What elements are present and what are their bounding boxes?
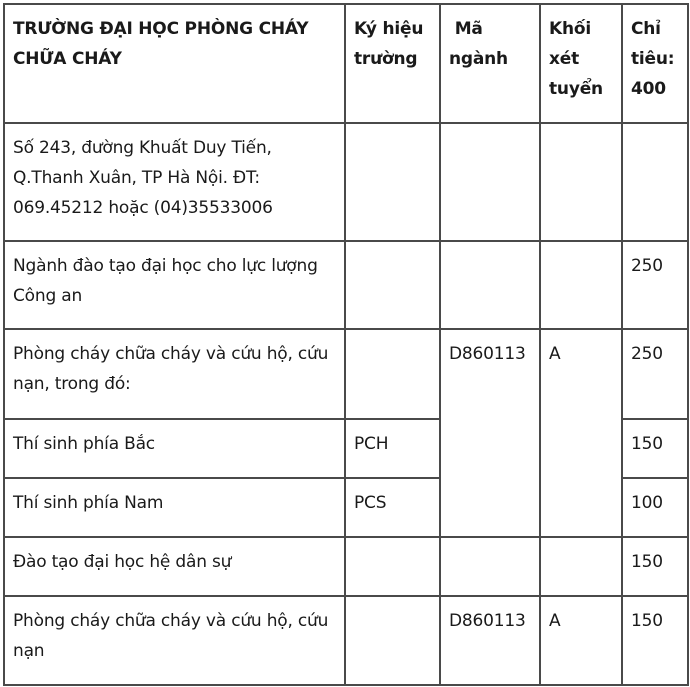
cell-quota: 150	[622, 596, 688, 685]
cell-major-code	[440, 537, 540, 596]
cell-address: Số 243, đường Khuất Duy Tiến, Q.Thanh Xuân, TP Hà Nội. ĐT: 069.45212 hoặc (04)35533006	[4, 123, 345, 241]
header-row	[4, 4, 688, 123]
cell-quota: 250	[622, 241, 688, 329]
admissions-table-container	[3, 3, 689, 686]
cell-school-code: PCH	[345, 419, 440, 478]
cell-school-code: PCS	[345, 478, 440, 537]
cell-program: Phòng cháy chữa cháy và cứu hộ, cứu nạn, trong đó:	[4, 329, 345, 419]
cell-program: Thí sinh phía Nam	[4, 478, 345, 537]
cell-major-code: D860113	[440, 329, 540, 537]
cell-exam-block	[540, 537, 622, 596]
table-row	[4, 596, 688, 685]
header-school-code: Ký hiệu trường	[345, 4, 440, 123]
cell-school-code	[345, 596, 440, 685]
admissions-table	[3, 3, 689, 686]
cell-program: Thí sinh phía Bắc	[4, 419, 345, 478]
header-quota: Chỉ tiêu: 400	[622, 4, 688, 123]
cell-quota: 150	[622, 537, 688, 596]
cell-exam-block: A	[540, 329, 622, 537]
table-row	[4, 537, 688, 596]
header-major-code: Mã ngành	[440, 4, 540, 123]
cell-quota: 150	[622, 419, 688, 478]
cell-school-code	[345, 241, 440, 329]
cell-exam-block	[540, 241, 622, 329]
cell-major-code	[440, 241, 540, 329]
table-row	[4, 329, 688, 419]
cell-quota	[622, 123, 688, 241]
table-row	[4, 241, 688, 329]
header-exam-block: Khối xét tuyển	[540, 4, 622, 123]
cell-school-code	[345, 329, 440, 419]
cell-program: Ngành đào tạo đại học cho lực lượng Công an	[4, 241, 345, 329]
cell-quota: 250	[622, 329, 688, 419]
cell-major-code	[440, 123, 540, 241]
cell-quota: 100	[622, 478, 688, 537]
cell-school-code	[345, 123, 440, 241]
cell-exam-block: A	[540, 596, 622, 685]
cell-program: Đào tạo đại học hệ dân sự	[4, 537, 345, 596]
cell-school-code	[345, 537, 440, 596]
header-school: TRƯỜNG ĐẠI HỌC PHÒNG CHÁY CHỮA CHÁY	[4, 4, 345, 123]
table-row	[4, 123, 688, 241]
cell-program: Phòng cháy chữa cháy và cứu hộ, cứu nạn	[4, 596, 345, 685]
cell-exam-block	[540, 123, 622, 241]
cell-major-code: D860113	[440, 596, 540, 685]
